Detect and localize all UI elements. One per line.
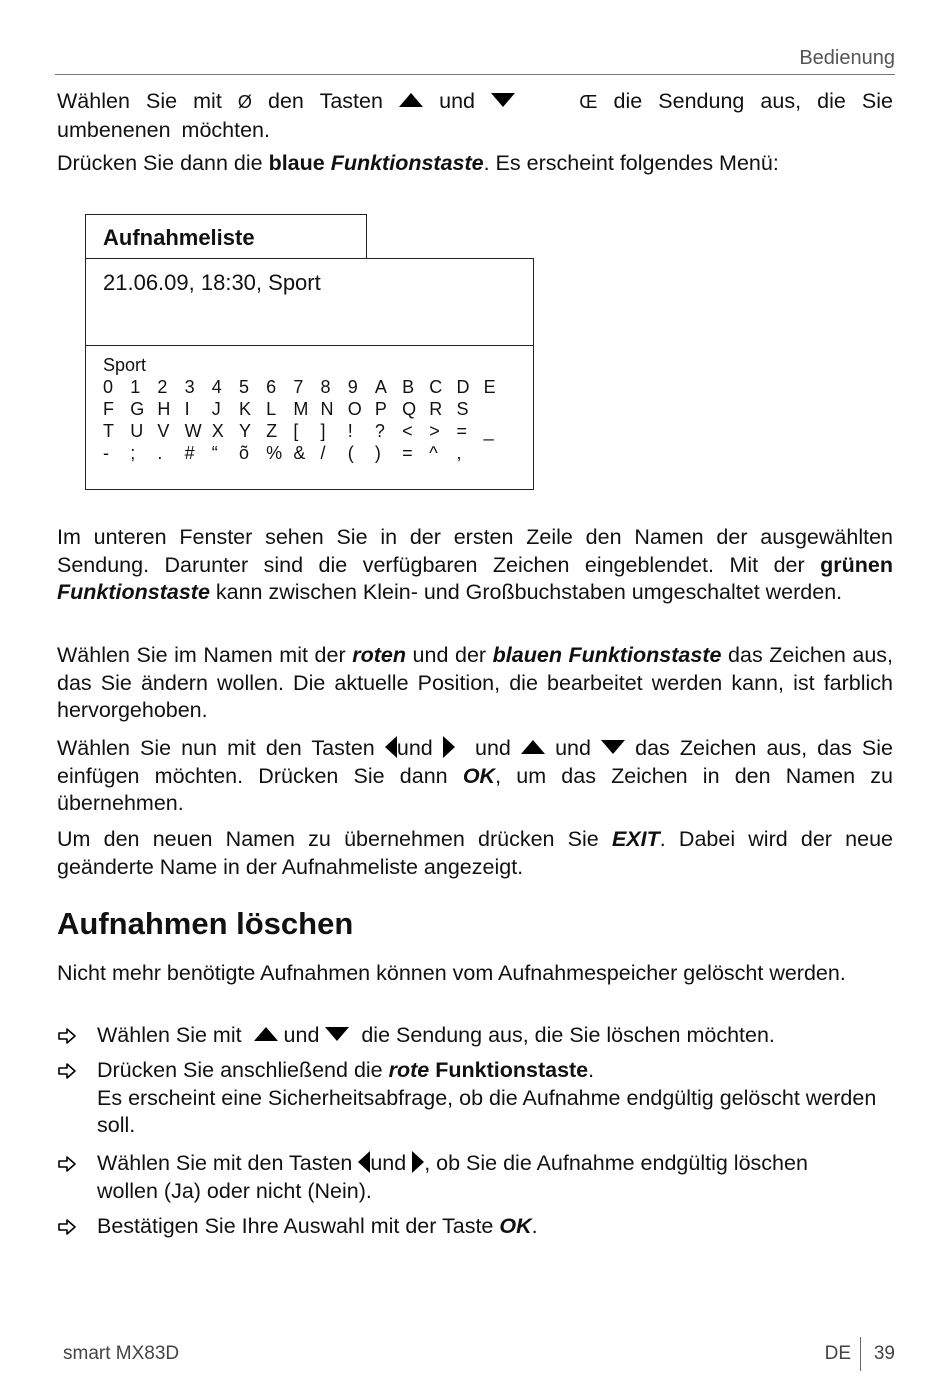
intro-paragraph-2 [57,150,893,178]
char-cell: 2 [157,377,168,397]
char-cell: / [320,443,326,463]
char-cell: E [483,377,496,397]
text: und [439,89,475,113]
text: Wählen Sie mit [57,89,222,113]
char-cell: S [456,399,469,419]
triangle-down-icon [325,1027,349,1041]
char-cell: & [293,443,306,463]
char-cell: Y [238,421,251,441]
char-cell: P [374,399,387,419]
intro-paragraph-1 [57,88,893,144]
char-cell: “ [211,443,218,463]
text: Wählen Sie mit den Tasten [97,1151,353,1175]
text: Wählen Sie nun mit den Tasten [57,736,375,760]
text: . [531,1214,538,1238]
char-cell: 7 [293,377,304,397]
char-cell: ( [347,443,354,463]
section-heading: Aufnahmen löschen [57,906,354,941]
text: Bestätigen Sie Ihre Auswahl mit der Taste [97,1214,494,1238]
emphasis: Funktionstaste [330,151,484,175]
emphasis: OK [462,763,496,788]
char-cell: = [456,421,467,441]
char-cell: Q [402,399,417,419]
char-row-3 [103,421,511,442]
page-number: 39 [873,1343,895,1364]
emphasis: grünen [820,552,893,577]
emphasis: EXIT [611,827,660,851]
menu-title: Aufnahmeliste [103,225,255,250]
body-paragraph-3 [57,735,893,818]
arrow-right-outline-icon [57,1217,77,1237]
text: . Dabei wird der neue geänderte Name in der Aufnahmeliste angezeigt. [57,827,893,879]
char-cell: O [347,399,362,419]
list-item [57,1022,897,1052]
char-cell: _ [483,421,494,441]
char-cell: - [103,443,109,463]
triangle-left-icon [358,1151,370,1173]
char-cell: G [130,399,145,419]
list-item-text [97,1022,897,1050]
text: Wählen Sie im Namen mit der [57,643,346,667]
char-cell: õ [238,443,249,463]
char-cell: , [456,443,462,463]
char-cell: ] [320,421,326,441]
char-cell: X [211,421,224,441]
char-cell: W [184,421,202,441]
char-cell: % [266,443,283,463]
char-cell: H [157,399,171,419]
char-cell: [ [293,421,299,441]
char-cell: 5 [238,377,249,397]
char-row-1 [103,377,511,398]
arrow-right-outline-icon [57,1154,77,1174]
text: und [555,736,591,760]
list-item-text [97,1150,837,1205]
header-divider [55,74,895,75]
char-cell: V [157,421,170,441]
section-intro: Nicht mehr benötigte Aufnahmen können vom Aufnahmespeicher gelöscht werden. [57,961,846,985]
text: Im unteren Fenster sehen Sie in der ersten Zeile den Namen der ausgewählten Sendung. Darunter sind die verfügbaren Zeichen eingeblendet. Mit der [57,525,893,577]
arrow-right-outline-icon [57,1026,77,1046]
char-cell: N [320,399,334,419]
list-item [57,1213,897,1243]
triangle-up-icon [521,740,545,754]
char-cell: # [184,443,195,463]
emphasis: Funktionstaste [435,1058,589,1082]
key-symbol-1: Ø [237,92,252,112]
text: Wählen Sie mit [97,1023,242,1047]
emphasis: roten [352,643,406,667]
text: Drücken Sie dann die [57,151,263,175]
emphasis: blaue [268,151,325,175]
text: . [588,1058,595,1082]
char-cell: = [402,443,413,463]
text: die Sendung aus, die Sie umbenenen möchten. [57,89,893,142]
char-row-4 [103,443,484,464]
char-cell: A [374,377,387,397]
char-cell: 4 [211,377,222,397]
triangle-right-icon [443,736,455,758]
char-cell: 1 [130,377,141,397]
char-cell: I [184,399,190,419]
char-cell: T [103,421,114,441]
text: Es erscheint eine Sicherheitsabfrage, ob die Aufnahme endgültig gelöscht werden soll. [97,1085,877,1137]
char-cell: > [429,421,440,441]
char-cell: ? [374,421,385,441]
text: , ob Sie die Aufnahme endgültig löschen wollen (Ja) oder nicht (Nein). [97,1151,808,1203]
triangle-down-icon [601,740,625,754]
menu-edit-name: Sport [103,355,147,375]
char-cell: D [456,377,470,397]
text: , um das Zeichen in den Namen zu übernehmen. [57,763,893,815]
body-paragraph-4 [57,826,893,881]
char-row-2 [103,399,484,420]
emphasis: Funktionstaste [57,580,210,604]
list-item [57,1150,897,1210]
char-cell: ! [347,421,353,441]
char-cell: . [157,443,163,463]
text: Um den neuen Namen zu übernehmen drücken Sie [57,827,599,851]
text: die Sendung aus, die Sie löschen möchten. [361,1023,775,1047]
triangle-up-icon [254,1027,278,1041]
text: und [283,1023,320,1047]
char-cell: 9 [347,377,358,397]
char-cell: J [211,399,221,419]
char-cell: ; [130,443,136,463]
list-item [57,1057,897,1147]
list-item-text [97,1213,897,1241]
triangle-left-icon [385,736,397,758]
text: Drücken Sie anschließend die [97,1058,383,1082]
emphasis: OK [499,1214,532,1238]
char-cell: M [293,399,309,419]
char-cell: 0 [103,377,114,397]
char-cell: ) [374,443,381,463]
char-cell: C [429,377,443,397]
key-symbol-2: Œ [579,92,598,112]
menu-recording-entry: 21.06.09, 18:30, Sport [103,270,321,295]
text: das Zeichen aus, das Sie einfügen möchten. Drücken Sie dann [57,736,893,788]
char-cell: < [402,421,413,441]
text: und [475,736,511,760]
triangle-down-icon [491,93,515,107]
footer-language: DE [824,1343,851,1364]
footer-model: smart MX83D [63,1343,180,1364]
menu-divider [85,345,534,346]
char-cell: 8 [320,377,331,397]
text: und der [412,643,487,667]
triangle-up-icon [399,93,423,107]
char-cell: K [238,399,251,419]
emphasis: rote [388,1058,430,1082]
text: den Tasten [268,89,383,113]
char-cell: F [103,399,114,419]
char-cell: Z [266,421,278,441]
arrow-right-outline-icon [57,1061,77,1081]
text: das Zeichen aus, das Sie ändern wollen. Die aktuelle Position, die bearbeitet werden kann, ist farblich hervorgehoben. [57,643,893,722]
triangle-right-icon [412,1151,424,1173]
text: und [396,736,433,760]
char-cell: 3 [184,377,195,397]
body-paragraph-1 [57,524,893,607]
char-cell: U [130,421,144,441]
char-cell: B [402,377,415,397]
footer-divider [860,1337,861,1371]
char-cell: ^ [429,443,438,463]
text: und [370,1151,407,1175]
char-cell: 6 [266,377,277,397]
running-header: Bedienung [799,47,895,69]
char-cell: L [266,399,277,419]
text: kann zwischen Klein- und Großbuchstaben umgeschaltet werden. [215,580,843,604]
emphasis: blauen Funktionstaste [492,643,722,667]
text: . Es erscheint folgendes Menü: [483,151,779,175]
char-cell: R [429,399,443,419]
list-item-text [97,1057,897,1140]
body-paragraph-2 [57,642,893,725]
